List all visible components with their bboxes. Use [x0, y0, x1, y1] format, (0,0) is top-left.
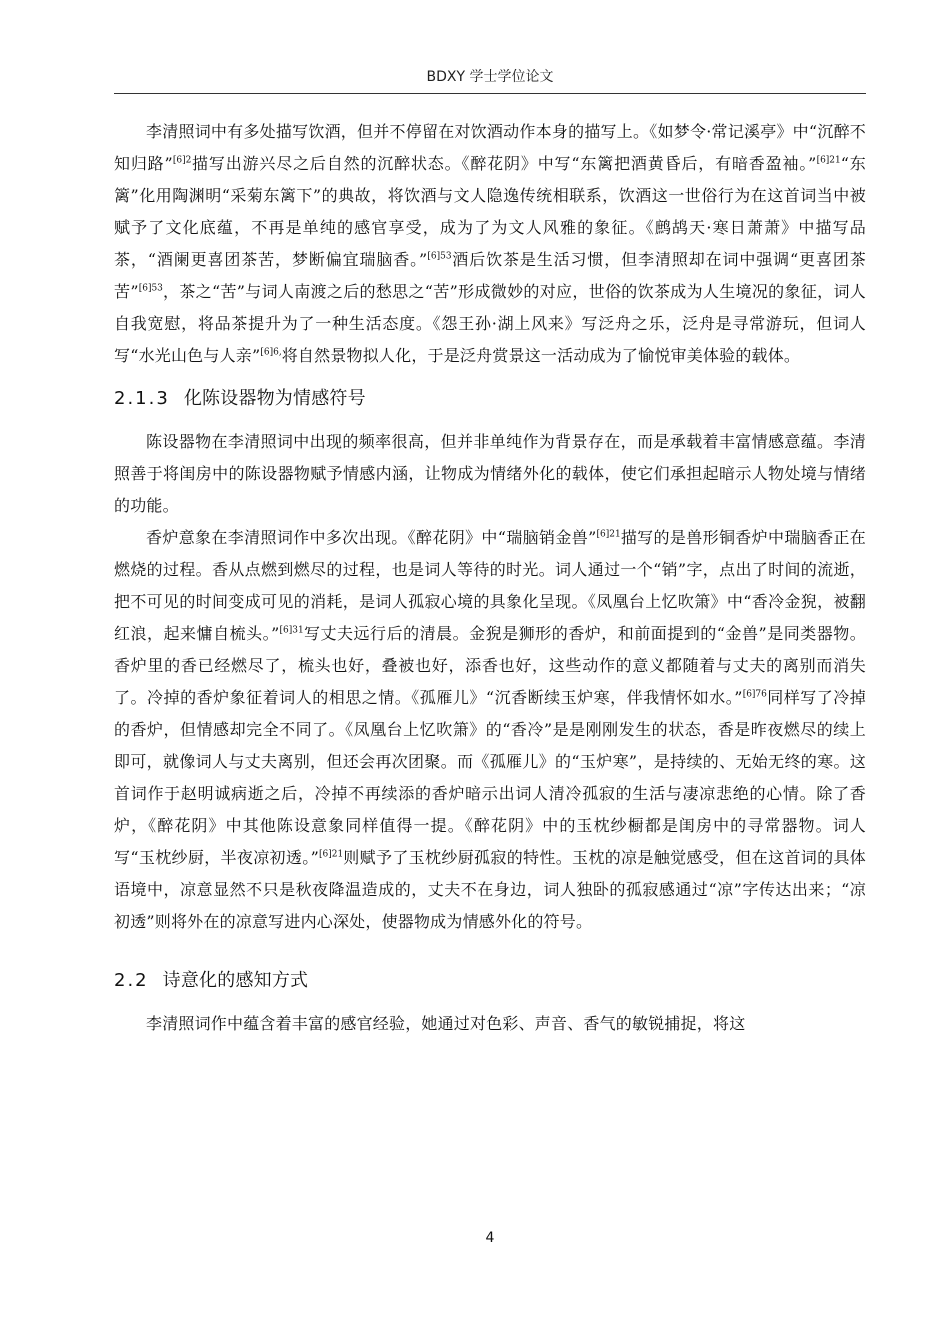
text-run: 描写出游兴尽之后自然的沉醉状态。《醉花阴》中写“东篱把酒黄昏后，有暗香盈袖。”	[191, 154, 817, 173]
citation: [6]21	[816, 155, 841, 166]
running-header: BDXY 学士学位论文	[426, 69, 554, 85]
body-text	[114, 116, 866, 1040]
citation: [6]21	[318, 849, 344, 860]
paragraph-perception: 李清照词作中蕴含着丰富的感官经验，她通过对色彩、声音、香气的敏锐捕捉，将这	[146, 1014, 746, 1033]
paragraph-drinking	[114, 116, 866, 372]
text-run: ，茶之“苦”与词人南渡之后的愁思之“苦”形成微妙的对应，世俗的饮茶成为人生境况的象征，词人自我宽慰，将品茶提升为了一种生活态度。《怨王孙·湖上风来》写泛舟之乐，泛舟是寻常游玩，但词人写“水光山色与人亲”	[114, 282, 866, 365]
section-heading-2-1-3	[114, 372, 866, 426]
paragraph-furnishings-intro: 陈设器物在李清照词中出现的频率很高，但并非单纯作为背景存在，而是承载着丰富情感意蕴。李清照善于将闺房中的陈设器物赋予情感内涵，让物成为情绪外化的载体，使它们承担起暗示人物处境与情绪的功能。	[114, 432, 866, 515]
text-run: 将自然景物拟人化，于是泛舟赏景这一活动成为了愉悦审美体验的载体。	[281, 346, 801, 365]
paragraph-censer	[114, 522, 866, 938]
citation: [6]53	[427, 251, 452, 262]
text-run: 描写的是兽形铜香炉中瑞脑香正在燃烧的过程。香从点燃到燃尽的过程，也是词人等待的时光。词人通过一个“销”字，点出了时间的流逝，把不可见的时间变成可见的消耗，是词人孤寂心境的具象化呈现。《凤凰台上忆吹箫》中“香冷金猊，被翻红浪，起来慵自梳头。”	[114, 528, 866, 643]
text-run: 酒后饮茶是生活习惯，但李清照却在词中强调“更喜团茶苦”	[114, 250, 866, 301]
text-run: 则赋予了玉枕纱厨孤寂的特性。玉枕的凉是触觉感受，但在这首词的具体语境中，凉意显然不只是秋夜降温造成的，丈夫不在身边，词人独卧的孤寂感通过“凉”字传达出来；“凉初透”则将外在的凉意写进内心深处，使器物成为情感外化的符号。	[114, 848, 866, 931]
page-number: 4	[485, 1230, 495, 1246]
citation: [6]21	[596, 529, 621, 540]
text-run: 李清照词中有多处描写饮酒，但并不停留在对饮酒动作本身的描写上。《如梦令·常记溪亭》中“沉醉不知归路”	[114, 122, 866, 173]
section-gap	[114, 938, 866, 954]
header-rule	[114, 93, 866, 94]
text-run: 写丈夫远行后的清晨。金猊是狮形的香炉，和前面提到的“金兽”是同类器物。香炉里的香已经燃尽了，梳头也好，叠被也好，添香也好，这些动作的意义都随着与丈夫的离别而消失了。冷掉的香炉象征着词人的相思之情。《孤雁儿》“沉香断续玉炉寒，伴我情怀如水。”	[114, 624, 866, 707]
text-run: 同样写了冷掉的香炉，但情感却完全不同了。《凤凰台上忆吹箫》的“香冷”是是刚刚发生的状态，香是昨夜燃尽的续上即可，就像词人与丈夫离别，但还会再次团聚。而《孤雁儿》的“玉炉寒”，是持续的、无始无终的寒。这首词作于赵明诚病逝之后，冷掉不再续添的香炉暗示出词人清冷孤寂的生活与凄凉悲绝的心情。除了香炉，《醉花阴》中其他陈设意象同样值得一提。《醉花阴》中的玉枕纱橱都是闺房中的寻常器物。词人写“玉枕纱厨，半夜凉初透。”	[114, 688, 866, 867]
citation: [6]2	[172, 155, 192, 166]
heading-text: 化陈设器物为情感符号	[183, 388, 366, 409]
section-heading-2-2	[114, 954, 866, 1008]
heading-number: 2.1.3	[114, 388, 170, 409]
heading-text: 诗意化的感知方式	[162, 970, 309, 991]
text-run: 香炉意象在李清照词作中多次出现。《醉花阴》中“瑞脑销金兽”	[146, 528, 597, 547]
citation: [6]76	[742, 689, 767, 700]
citation: [6]53	[138, 283, 163, 294]
heading-number: 2.2	[114, 970, 149, 991]
text-run: “东篱”化用陶渊明“采菊东篱下”的典故，将饮酒与文人隐逸传统相联系，饮酒这一世俗行为在这首词当中被赋予了文化底蕴，不再是单纯的感官享受，成为了为文人风雅的象征。《鹧鸪天·寒日萧萧》中描写品茶，“酒阑更喜团茶苦，梦断偏宜瑞脑香。”	[114, 154, 866, 269]
citation: [6]6,	[260, 347, 282, 358]
citation: [6]31	[279, 625, 304, 636]
